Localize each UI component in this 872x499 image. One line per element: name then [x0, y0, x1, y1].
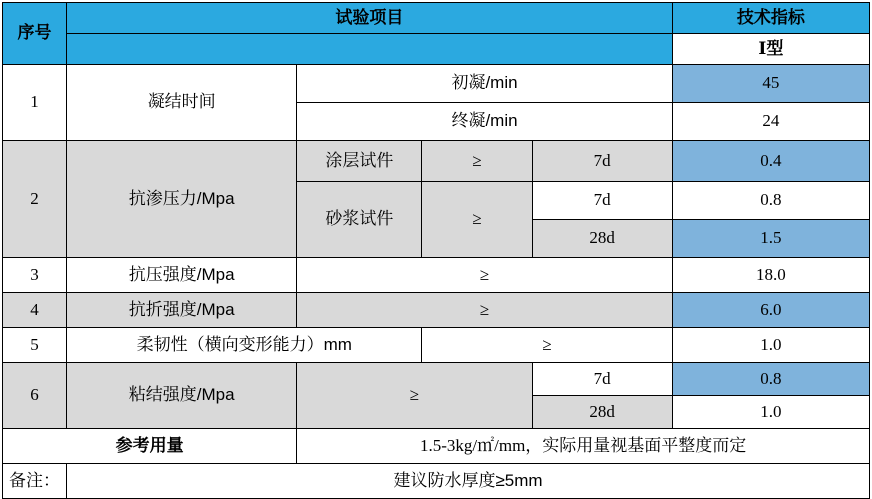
- row3-serial: 3: [3, 258, 67, 293]
- header-serial-number: 序号: [3, 3, 67, 65]
- row3-item: 抗压强度/Mpa: [67, 258, 297, 293]
- row4-item: 抗折强度/Mpa: [67, 293, 297, 328]
- row5-item: 柔韧性（横向变形能力）mm: [67, 328, 422, 363]
- table-header-row-2: [3, 34, 870, 65]
- dosage-label: 参考用量: [3, 429, 297, 464]
- row2-serial: 2: [3, 141, 67, 258]
- row4-op: ≥: [297, 293, 672, 328]
- row1-sub2-value: 24: [672, 103, 869, 141]
- table-row-2a: [3, 141, 870, 182]
- spec-sheet: [0, 2, 872, 490]
- row2-sub2-age: 7d: [532, 182, 672, 220]
- row6-op: ≥: [297, 363, 532, 429]
- table-row-4: [3, 293, 870, 328]
- header-test-item-spacer: [67, 34, 673, 65]
- table-row-1a: [3, 65, 870, 103]
- row6-item: 粘结强度/Mpa: [67, 363, 297, 429]
- row2-sub1-age: 7d: [532, 141, 672, 182]
- header-test-item: 试验项目: [67, 3, 673, 34]
- row5-value: 1.0: [672, 328, 869, 363]
- row3-value: 18.0: [672, 258, 869, 293]
- row2-sub3-age: 28d: [532, 220, 672, 258]
- row6-sub2-age: 28d: [532, 396, 672, 429]
- row2-sub3-value: 1.5: [672, 220, 869, 258]
- remark-value: 建议防水厚度≥5mm: [67, 464, 870, 499]
- row2-sub1-op: ≥: [422, 141, 532, 182]
- header-technical-index: 技术指标: [672, 3, 869, 34]
- row6-serial: 6: [3, 363, 67, 429]
- row1-sub1-label: 初凝/min: [297, 65, 672, 103]
- row6-sub1-value: 0.8: [672, 363, 869, 396]
- row5-op: ≥: [422, 328, 672, 363]
- dosage-value: 1.5-3kg/㎡/mm，实际用量视基面平整度而定: [297, 429, 870, 464]
- row1-serial: 1: [3, 65, 67, 141]
- row5-serial: 5: [3, 328, 67, 363]
- row1-sub2-label: 终凝/min: [297, 103, 672, 141]
- table-footer-dosage: [3, 429, 870, 464]
- row2-sub2-op: ≥: [422, 182, 532, 258]
- table-row-6a: [3, 363, 870, 396]
- row1-item: 凝结时间: [67, 65, 297, 141]
- row6-sub1-age: 7d: [532, 363, 672, 396]
- row2-sub2-value: 0.8: [672, 182, 869, 220]
- header-type-i: Ⅰ型: [672, 34, 869, 65]
- table-footer-remark: [3, 464, 870, 499]
- row1-sub1-value: 45: [672, 65, 869, 103]
- table-row-5: [3, 328, 870, 363]
- row2-sub2-label: 砂浆试件: [297, 182, 422, 258]
- specification-table: [2, 2, 870, 499]
- row3-op: ≥: [297, 258, 672, 293]
- table-row-3: [3, 258, 870, 293]
- row4-serial: 4: [3, 293, 67, 328]
- row2-item: 抗渗压力/Mpa: [67, 141, 297, 258]
- row2-sub1-value: 0.4: [672, 141, 869, 182]
- remark-label: 备注：: [3, 464, 67, 499]
- row6-sub2-value: 1.0: [672, 396, 869, 429]
- row2-sub1-label: 涂层试件: [297, 141, 422, 182]
- table-header-row-1: [3, 3, 870, 34]
- row4-value: 6.0: [672, 293, 869, 328]
